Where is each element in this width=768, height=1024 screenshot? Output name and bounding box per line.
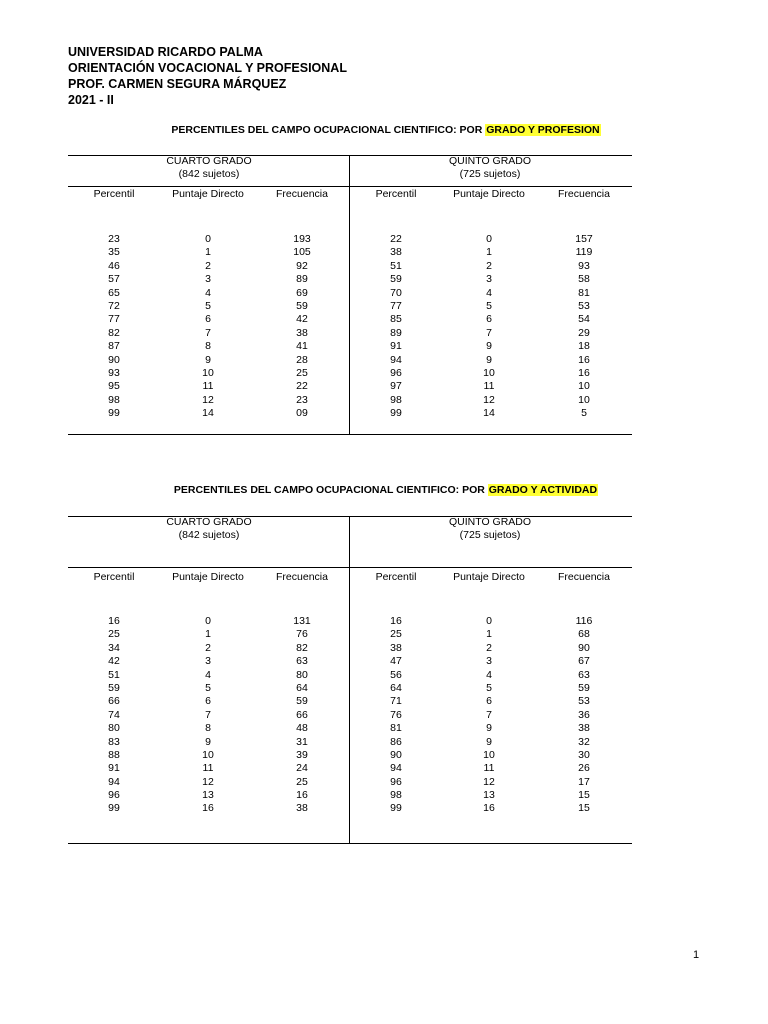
table2-right-grade: QUINTO GRADO (725 sujetos) xyxy=(448,516,532,541)
table-cell: 16 xyxy=(202,802,214,815)
table-cell: 99 xyxy=(108,407,120,420)
table-cell: 13 xyxy=(202,789,214,802)
table-cell: 10 xyxy=(578,393,590,406)
table-cell: 98 xyxy=(390,393,402,406)
table-cell: 7 xyxy=(205,326,211,339)
table-cell: 59 xyxy=(296,299,308,312)
table-cell: 35 xyxy=(108,246,120,259)
table-cell: 5 xyxy=(486,681,492,694)
table-cell: 87 xyxy=(108,340,120,353)
table1-left-puntaje-column xyxy=(188,233,228,420)
table-cell: 54 xyxy=(578,313,590,326)
table-cell: 99 xyxy=(108,802,120,815)
table-cell: 8 xyxy=(205,722,211,735)
table-cell: 89 xyxy=(390,326,402,339)
table-cell: 25 xyxy=(108,628,120,641)
table2-right-header-puntaje: Puntaje Directo xyxy=(453,571,525,583)
table-cell: 4 xyxy=(486,286,492,299)
table-cell: 15 xyxy=(578,789,590,802)
table1-right-grade: QUINTO GRADO (725 sujetos) xyxy=(448,155,532,180)
table-cell: 24 xyxy=(296,762,308,775)
table-cell: 86 xyxy=(390,735,402,748)
table-cell: 58 xyxy=(578,273,590,286)
table-cell: 31 xyxy=(296,735,308,748)
table-cell: 65 xyxy=(108,286,120,299)
table-cell: 90 xyxy=(108,353,120,366)
table-cell: 5 xyxy=(205,299,211,312)
table-cell: 80 xyxy=(108,722,120,735)
table-cell: 93 xyxy=(108,366,120,379)
table-cell: 157 xyxy=(575,233,593,245)
table1-right-frecuencia-column xyxy=(564,233,604,420)
table-cell: 1 xyxy=(486,628,492,641)
table-cell: 64 xyxy=(390,681,402,694)
table2-left-header-puntaje: Puntaje Directo xyxy=(172,571,244,583)
table-cell: 18 xyxy=(578,340,590,353)
table-cell: 59 xyxy=(390,273,402,286)
table-cell: 25 xyxy=(296,775,308,788)
table-cell: 0 xyxy=(486,233,492,245)
table-cell: 119 xyxy=(575,246,593,259)
table-cell: 59 xyxy=(108,681,120,694)
table-cell: 16 xyxy=(296,789,308,802)
table-cell: 59 xyxy=(296,695,308,708)
table-cell: 14 xyxy=(483,407,495,420)
table-cell: 42 xyxy=(108,655,120,668)
table-cell: 10 xyxy=(202,748,214,761)
table-cell: 1 xyxy=(205,628,211,641)
table-cell: 97 xyxy=(390,380,402,393)
table-cell: 4 xyxy=(486,668,492,681)
table-cell: 82 xyxy=(296,641,308,654)
table1-right-puntaje-column xyxy=(469,233,509,420)
table-cell: 51 xyxy=(390,259,402,272)
table-cell: 3 xyxy=(205,273,211,286)
table-cell: 1 xyxy=(205,246,211,259)
table-cell: 0 xyxy=(486,615,492,627)
table-cell: 7 xyxy=(205,708,211,721)
table-cell: 39 xyxy=(296,748,308,761)
table-cell: 10 xyxy=(483,366,495,379)
table-cell: 12 xyxy=(483,775,495,788)
table-cell: 81 xyxy=(578,286,590,299)
table-cell: 14 xyxy=(202,407,214,420)
table-cell: 59 xyxy=(578,681,590,694)
table-cell: 66 xyxy=(296,708,308,721)
table-cell: 94 xyxy=(390,353,402,366)
table-cell: 12 xyxy=(483,393,495,406)
table-cell: 90 xyxy=(390,748,402,761)
table-cell: 25 xyxy=(390,628,402,641)
table-cell: 67 xyxy=(578,655,590,668)
table-cell: 64 xyxy=(296,681,308,694)
table-cell: 77 xyxy=(108,313,120,326)
table-cell: 71 xyxy=(390,695,402,708)
table2-right-percentil-column xyxy=(376,615,416,816)
table-cell: 2 xyxy=(486,259,492,272)
table-cell: 12 xyxy=(202,393,214,406)
table-cell: 46 xyxy=(108,259,120,272)
table-cell: 69 xyxy=(296,286,308,299)
table-cell: 11 xyxy=(202,762,214,775)
table-cell: 16 xyxy=(578,353,590,366)
table-cell: 30 xyxy=(578,748,590,761)
table-cell: 23 xyxy=(296,393,308,406)
table-cell: 2 xyxy=(205,259,211,272)
table-cell: 81 xyxy=(390,722,402,735)
table-cell: 6 xyxy=(486,313,492,326)
table-cell: 5 xyxy=(581,407,587,420)
table-cell: 38 xyxy=(296,802,308,815)
table-cell: 22 xyxy=(390,233,402,245)
table1-title: PERCENTILES DEL CAMPO OCUPACIONAL CIENTIFICO: POR GRADO Y PROFESION xyxy=(171,124,600,136)
term: 2021 - II xyxy=(68,93,114,107)
table-cell: 32 xyxy=(578,735,590,748)
page-number: 1 xyxy=(693,949,700,961)
table-cell: 38 xyxy=(296,326,308,339)
table-cell: 63 xyxy=(296,655,308,668)
table-cell: 6 xyxy=(205,313,211,326)
table-cell: 94 xyxy=(108,775,120,788)
table-cell: 25 xyxy=(296,366,308,379)
table-cell: 47 xyxy=(390,655,402,668)
table-cell: 91 xyxy=(390,340,402,353)
table-cell: 0 xyxy=(205,233,211,245)
table-cell: 7 xyxy=(486,708,492,721)
table-cell: 98 xyxy=(108,393,120,406)
table-cell: 29 xyxy=(578,326,590,339)
table-cell: 76 xyxy=(296,628,308,641)
table-cell: 09 xyxy=(296,407,308,420)
course-name: ORIENTACIÓN VOCACIONAL Y PROFESIONAL xyxy=(68,61,347,75)
table-cell: 88 xyxy=(108,748,120,761)
table-cell: 72 xyxy=(108,299,120,312)
table1-left-header-puntaje: Puntaje Directo xyxy=(172,188,244,200)
table-cell: 70 xyxy=(390,286,402,299)
table2-left-percentil-column xyxy=(94,615,134,816)
table-cell: 16 xyxy=(578,366,590,379)
table-cell: 51 xyxy=(108,668,120,681)
table2-left-frecuencia-column xyxy=(282,615,322,816)
table2-title: PERCENTILES DEL CAMPO OCUPACIONAL CIENTIFICO: POR GRADO Y ACTIVIDAD xyxy=(173,484,598,496)
table-cell: 99 xyxy=(390,407,402,420)
table2-right-header-percentil: Percentil xyxy=(375,571,417,583)
table-cell: 12 xyxy=(202,775,214,788)
table-cell: 53 xyxy=(578,299,590,312)
table-cell: 3 xyxy=(486,655,492,668)
table-cell: 38 xyxy=(578,722,590,735)
table-cell: 99 xyxy=(390,802,402,815)
table-cell: 56 xyxy=(390,668,402,681)
table2-left-grade: CUARTO GRADO (842 sujetos) xyxy=(166,516,252,541)
table-cell: 95 xyxy=(108,380,120,393)
table-cell: 9 xyxy=(486,353,492,366)
table-cell: 92 xyxy=(296,259,308,272)
table-cell: 80 xyxy=(296,668,308,681)
table-cell: 34 xyxy=(108,641,120,654)
table-cell: 105 xyxy=(293,246,311,259)
table1-left-frecuencia-column xyxy=(282,233,322,420)
table-cell: 5 xyxy=(205,681,211,694)
table1-title-highlight: GRADO Y PROFESION xyxy=(486,124,600,136)
table-cell: 38 xyxy=(390,641,402,654)
table-cell: 98 xyxy=(390,789,402,802)
table-cell: 28 xyxy=(296,353,308,366)
table-cell: 5 xyxy=(486,299,492,312)
table-cell: 10 xyxy=(483,748,495,761)
table-cell: 96 xyxy=(108,789,120,802)
table-cell: 3 xyxy=(486,273,492,286)
table-cell: 38 xyxy=(390,246,402,259)
table2-left-header-percentil: Percentil xyxy=(93,571,135,583)
table-cell: 16 xyxy=(108,615,120,627)
professor-name: PROF. CARMEN SEGURA MÁRQUEZ xyxy=(68,77,287,91)
table-cell: 9 xyxy=(486,340,492,353)
table-cell: 6 xyxy=(205,695,211,708)
table2-title-highlight: GRADO Y ACTIVIDAD xyxy=(488,484,598,496)
table-cell: 9 xyxy=(486,735,492,748)
table-cell: 17 xyxy=(578,775,590,788)
table-cell: 193 xyxy=(293,233,311,245)
table1-left-header-percentil: Percentil xyxy=(93,188,135,200)
table-cell: 93 xyxy=(578,259,590,272)
table-cell: 74 xyxy=(108,708,120,721)
table-cell: 91 xyxy=(108,762,120,775)
table-cell: 16 xyxy=(483,802,495,815)
table-cell: 85 xyxy=(390,313,402,326)
table-cell: 90 xyxy=(578,641,590,654)
table2-right-header-frecuencia: Frecuencia xyxy=(558,571,610,583)
table-cell: 8 xyxy=(205,340,211,353)
table2-right-puntaje-column xyxy=(469,615,509,816)
table-cell: 83 xyxy=(108,735,120,748)
table1-left-percentil-column xyxy=(94,233,134,420)
table-cell: 89 xyxy=(296,273,308,286)
table1-left-grade: CUARTO GRADO (842 sujetos) xyxy=(166,155,252,180)
table-cell: 96 xyxy=(390,366,402,379)
table-cell: 16 xyxy=(390,615,402,627)
table2-left-puntaje-column xyxy=(188,615,228,816)
table-cell: 0 xyxy=(205,615,211,627)
table-cell: 3 xyxy=(205,655,211,668)
table-cell: 4 xyxy=(205,668,211,681)
table-cell: 9 xyxy=(205,735,211,748)
table-cell: 11 xyxy=(483,762,495,775)
table-cell: 57 xyxy=(108,273,120,286)
table-cell: 10 xyxy=(578,380,590,393)
table-cell: 116 xyxy=(575,615,593,627)
table-cell: 7 xyxy=(486,326,492,339)
table1-right-percentil-column xyxy=(376,233,416,420)
table2-left-header-frecuencia: Frecuencia xyxy=(276,571,328,583)
table-cell: 4 xyxy=(205,286,211,299)
table-cell: 22 xyxy=(296,380,308,393)
table-cell: 1 xyxy=(486,246,492,259)
table-cell: 42 xyxy=(296,313,308,326)
table1-right-header-puntaje: Puntaje Directo xyxy=(453,188,525,200)
table-cell: 77 xyxy=(390,299,402,312)
table1 xyxy=(68,155,632,437)
table-cell: 66 xyxy=(108,695,120,708)
table-cell: 9 xyxy=(205,353,211,366)
table-cell: 96 xyxy=(390,775,402,788)
table-cell: 2 xyxy=(486,641,492,654)
table-cell: 82 xyxy=(108,326,120,339)
table1-right-header-frecuencia: Frecuencia xyxy=(558,188,610,200)
table-cell: 23 xyxy=(108,233,120,245)
table-cell: 94 xyxy=(390,762,402,775)
table2-right-frecuencia-column xyxy=(564,615,604,816)
table-cell: 63 xyxy=(578,668,590,681)
table-cell: 76 xyxy=(390,708,402,721)
table1-left-header-frecuencia: Frecuencia xyxy=(276,188,328,200)
table-cell: 41 xyxy=(296,340,308,353)
table-cell: 131 xyxy=(293,615,311,627)
table-cell: 53 xyxy=(578,695,590,708)
table-cell: 15 xyxy=(578,802,590,815)
table-cell: 9 xyxy=(486,722,492,735)
table-cell: 13 xyxy=(483,789,495,802)
table2 xyxy=(68,516,632,846)
table-cell: 48 xyxy=(296,722,308,735)
document-header xyxy=(68,44,347,108)
table-cell: 6 xyxy=(486,695,492,708)
table-cell: 2 xyxy=(205,641,211,654)
table-cell: 11 xyxy=(483,380,495,393)
table-cell: 26 xyxy=(578,762,590,775)
table-cell: 10 xyxy=(202,366,214,379)
table1-right-header-percentil: Percentil xyxy=(375,188,417,200)
table-cell: 11 xyxy=(202,380,214,393)
university-name: UNIVERSIDAD RICARDO PALMA xyxy=(68,45,263,59)
table-cell: 68 xyxy=(578,628,590,641)
table-cell: 36 xyxy=(578,708,590,721)
